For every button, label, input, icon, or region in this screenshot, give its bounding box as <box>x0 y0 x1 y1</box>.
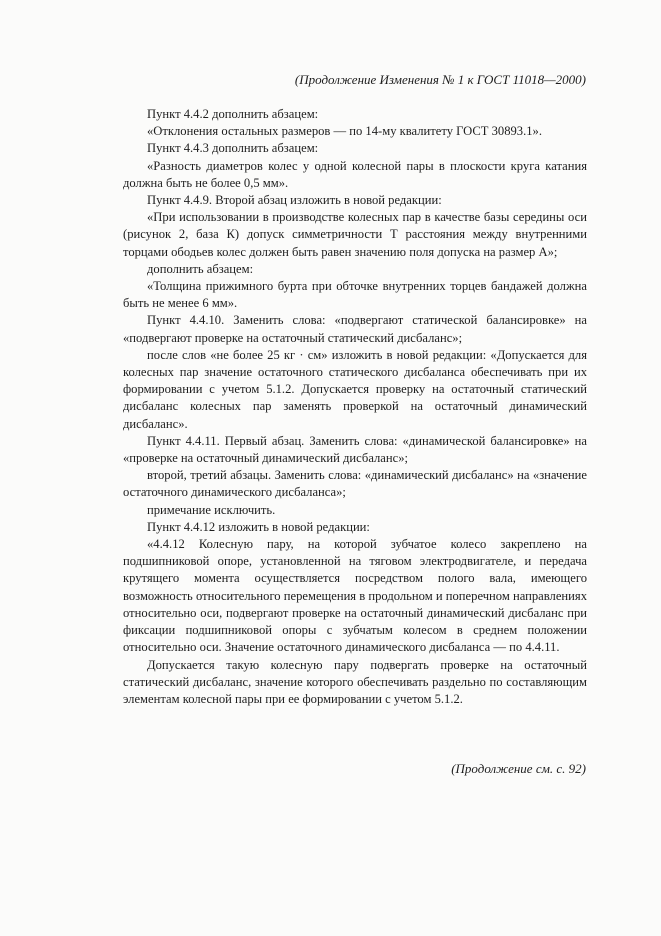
paragraph: «4.4.12 Колесную пару, на которой зубчатое колесо закреплено на подшипниковой опоре, установленной на тяговом электродвигателе, и передача крутящего момента осуществляется посредством полого вала, имеющего возможность относительного перемещения в продольном и поперечном направлениях относительно оси, подвергают проверке на остаточный динамический дисбаланс при фиксации подшипниковой опоры с зубчатым колесом в среднем положении относительно оси. Значение остаточного динамического дисбаланса — по 4.4.11. <box>123 537 587 655</box>
paragraph: «Разность диаметров колес у одной колесной пары в плоскости круга катания должна быть не более 0,5 мм». <box>123 158 587 190</box>
continuation-note: (Продолжение см. с. 92) <box>451 761 586 776</box>
paragraph: Пункт 4.4.9. Второй абзац изложить в новой редакции: <box>147 193 442 208</box>
page-header: (Продолжение Изменения № 1 к ГОСТ 11018—2000) <box>294 72 586 87</box>
paragraph: Пункт 4.4.3 дополнить абзацем: <box>147 141 319 156</box>
paragraph: «При использовании в производстве колесных пар в качестве базы середины оси (рисунок 2, база К) допуск симметричности Т расстояния между внутренними торцами ободьев колес должен быть равен значению поля допуска на размер А»; <box>123 210 587 259</box>
paragraph: после слов «не более 25 кг · см» изложить в новой редакции: «Допускается для колесных пар значение остаточного статического дисбаланса обеспечивать при их формировании с учетом 5.1.2. Допускается проверку на остаточный статический дисбаланс колесных пар заменять проверкой на остаточный динамический дисбаланс». <box>123 347 587 431</box>
paragraph: Пункт 4.4.10. Заменить слова: «подвергают статической балансировке» на «подвергают проверке на остаточный статический дисбаланс»; <box>123 313 587 345</box>
document-body <box>123 106 587 708</box>
paragraph: «Толщина прижимного бурта при обточке внутренних торцев бандажей должна быть не менее 6 мм». <box>123 279 587 311</box>
paragraph: Пункт 4.4.11. Первый абзац. Заменить слова: «динамической балансировке» на «проверке на остаточный динамический дисбаланс»; <box>123 433 587 466</box>
paragraph: дополнить абзацем: <box>147 261 254 276</box>
paragraph: примечание исключить. <box>147 502 276 517</box>
paragraph: Пункт 4.4.2 дополнить абзацем: <box>147 107 319 121</box>
paragraph: «Отклонения остальных размеров — по 14-му квалитету ГОСТ 30893.1». <box>147 124 542 139</box>
paragraph: второй, третий абзацы. Заменить слова: «динамический дисбаланс» на «значение остаточного динамического дисбаланса»; <box>123 468 587 500</box>
paragraph: Допускается такую колесную пару подвергать проверке на остаточный статический дисбаланс, значение которого обеспечивать раздельно по составляющим элементам колесной пары при ее формировании с учетом 5.1.2. <box>123 657 587 706</box>
paragraph: Пункт 4.4.12 изложить в новой редакции: <box>147 519 370 534</box>
